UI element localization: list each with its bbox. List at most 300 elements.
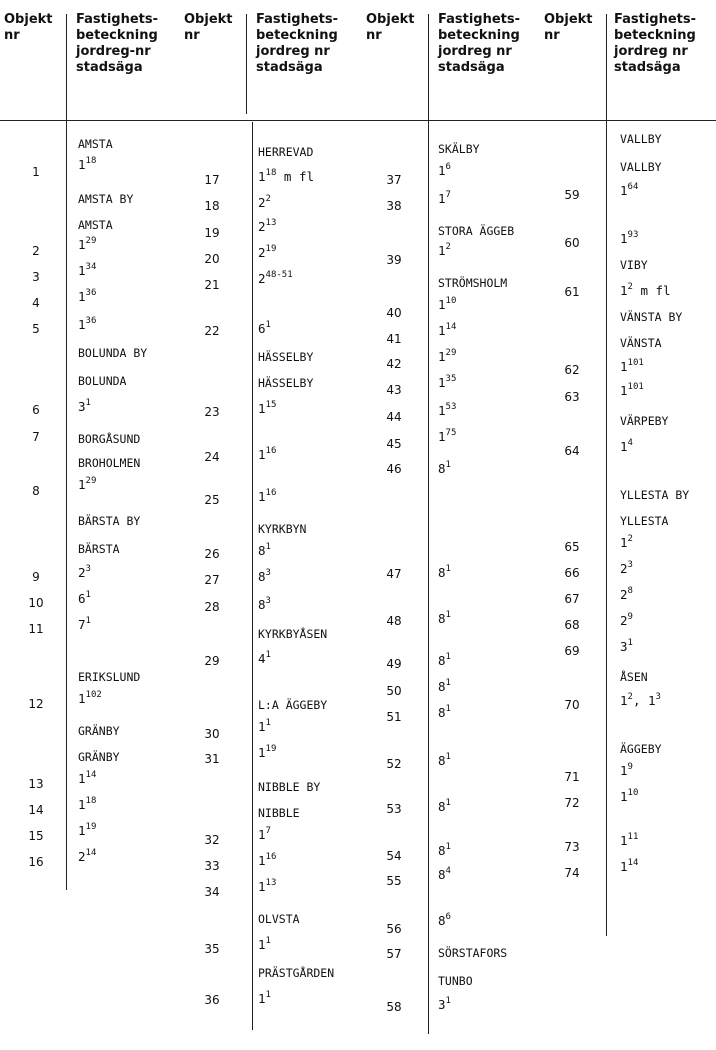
designation-base: 1 — [78, 691, 86, 706]
estate-name — [258, 698, 327, 712]
designation-superscript: 36 — [85, 316, 97, 326]
designation-superscript: 7 — [445, 190, 451, 200]
designation-superscript: 9 — [627, 612, 633, 622]
designation-superscript: 18 — [265, 168, 277, 178]
designation-base: STORA ÄGGEB — [438, 224, 515, 238]
designation-base: GRÄNBY — [78, 724, 120, 738]
property-designation — [620, 614, 633, 628]
property-designation — [438, 376, 456, 390]
designation-superscript: 1 — [265, 718, 271, 728]
property-designation — [620, 694, 661, 708]
designation-base: 1 — [78, 797, 86, 812]
designation-base: ÅSEN — [620, 670, 648, 684]
designation-base: ÄGGEBY — [620, 742, 662, 756]
designation-base: 8 — [438, 461, 446, 476]
property-designation — [258, 570, 271, 584]
object-number: 8 — [32, 484, 40, 498]
designation-superscript: 18 — [85, 796, 97, 806]
designation-superscript: 1 — [85, 398, 91, 408]
header-fastighet-2: Fastighets- beteckning jordreg nr stadsäga — [256, 12, 339, 75]
designation-base: 8 — [438, 679, 446, 694]
designation-superscript: 3 — [265, 568, 271, 578]
designation-superscript: 35 — [445, 374, 457, 384]
designation-superscript: 1 — [445, 678, 451, 688]
designation-base: 1 — [78, 823, 86, 838]
designation-superscript: 2 — [627, 692, 633, 702]
object-number: 2 — [32, 244, 40, 258]
property-designation — [78, 158, 96, 172]
property-designation — [620, 588, 633, 602]
estate-name — [620, 414, 668, 428]
designation-base: VALLBY — [620, 160, 662, 174]
object-number: 34 — [204, 885, 220, 899]
designation-base: 1 — [620, 383, 628, 398]
designation-base: KYRKBYN — [258, 522, 307, 536]
designation-base: TUNBO — [438, 974, 473, 988]
header-objekt-2: Objekt nr — [184, 12, 233, 43]
designation-superscript: 14 — [627, 858, 639, 868]
estate-name — [438, 142, 480, 156]
object-number: 23 — [204, 405, 220, 419]
object-number: 42 — [386, 357, 402, 371]
estate-name — [78, 218, 113, 232]
designation-base: 1 — [78, 477, 86, 492]
object-number: 9 — [32, 570, 40, 584]
designation-superscript: 18 — [85, 156, 97, 166]
object-number: 69 — [564, 644, 580, 658]
property-designation — [258, 544, 271, 558]
property-designation — [438, 566, 451, 580]
property-designation — [438, 998, 451, 1012]
designation-base: VÄNSTA — [620, 336, 662, 350]
designation-base: SKÄLBY — [438, 142, 480, 156]
designation-superscript: 11 — [627, 832, 639, 842]
property-designation — [438, 298, 456, 312]
designation-superscript: 16 — [265, 852, 277, 862]
property-designation — [438, 868, 451, 882]
designation-base: PRÄSTGÅRDEN — [258, 966, 335, 980]
property-designation — [620, 536, 633, 550]
object-number: 46 — [386, 462, 402, 476]
object-number: 59 — [564, 188, 580, 202]
designation-base: 2 — [258, 219, 266, 234]
designation-superscript: 13 — [265, 878, 277, 888]
property-designation — [78, 618, 91, 632]
object-number: 43 — [386, 383, 402, 397]
estate-name — [78, 374, 126, 388]
designation-base: GRÄNBY — [78, 750, 120, 764]
designation-suffix: m fl — [276, 169, 315, 184]
property-designation — [438, 612, 451, 626]
designation-superscript: 9 — [627, 762, 633, 772]
designation-base: 1 — [620, 789, 628, 804]
designation-base: 1 — [620, 535, 628, 550]
designation-base: 1 — [438, 243, 446, 258]
property-designation — [78, 478, 96, 492]
header-objekt-4: Objekt nr — [544, 12, 593, 43]
estate-name — [620, 336, 662, 350]
designation-superscript: 8 — [627, 586, 633, 596]
object-number: 40 — [386, 306, 402, 320]
designation-superscript: 3 — [655, 692, 661, 702]
designation-base: 1 — [258, 853, 266, 868]
property-designation — [620, 284, 671, 298]
designation-base: 1 — [438, 191, 446, 206]
estate-name — [258, 780, 320, 794]
designation-superscript: 1 — [445, 460, 451, 470]
object-number: 20 — [204, 252, 220, 266]
designation-base: 8 — [438, 799, 446, 814]
designation-superscript: 6 — [445, 162, 451, 172]
designation-base: 8 — [438, 843, 446, 858]
object-number: 41 — [386, 332, 402, 346]
object-number: 54 — [386, 849, 402, 863]
designation-base: BROHOLMEN — [78, 456, 141, 470]
property-designation — [78, 238, 96, 252]
property-designation — [620, 384, 644, 398]
object-number: 37 — [386, 173, 402, 187]
estate-name — [258, 806, 300, 820]
estate-name — [258, 627, 327, 641]
estate-name — [438, 224, 514, 238]
designation-base: VIBY — [620, 258, 648, 272]
designation-superscript: 53 — [445, 402, 457, 412]
object-number: 66 — [564, 566, 580, 580]
designation-base: YLLESTA — [620, 514, 669, 528]
property-designation — [438, 844, 451, 858]
designation-base: 1 — [438, 375, 446, 390]
estate-name — [438, 974, 473, 988]
designation-base: OLVSTA — [258, 912, 300, 926]
object-number: 12 — [28, 697, 44, 711]
designation-superscript: 1 — [265, 936, 271, 946]
designation-superscript: 4 — [627, 438, 633, 448]
estate-name — [258, 966, 334, 980]
object-number: 64 — [564, 444, 580, 458]
designation-base: 1 — [438, 349, 446, 364]
property-designation — [258, 272, 293, 286]
designation-base: 1 — [438, 403, 446, 418]
object-number: 21 — [204, 278, 220, 292]
designation-superscript: 2 — [627, 534, 633, 544]
object-number: 44 — [386, 410, 402, 424]
object-number: 71 — [564, 770, 580, 784]
object-number: 17 — [204, 173, 220, 187]
object-number: 35 — [204, 942, 220, 956]
property-designation — [258, 598, 271, 612]
property-designation — [258, 196, 271, 210]
estate-name — [78, 724, 120, 738]
estate-name — [620, 310, 682, 324]
object-number: 49 — [386, 657, 402, 671]
object-number: 25 — [204, 493, 220, 507]
designation-base: BOLUNDA BY — [78, 346, 148, 360]
designation-base: HÄSSELBY — [258, 350, 314, 364]
property-designation — [620, 360, 644, 374]
estate-name — [78, 514, 140, 528]
property-designation — [258, 402, 276, 416]
estate-name — [620, 742, 662, 756]
property-designation — [438, 404, 456, 418]
designation-superscript: 10 — [627, 788, 639, 798]
object-number: 24 — [204, 450, 220, 464]
designation-base: 8 — [438, 867, 446, 882]
estate-name — [438, 276, 507, 290]
designation-base: 1 — [258, 489, 266, 504]
estate-name — [78, 137, 113, 151]
estate-name — [78, 750, 120, 764]
designation-base: 8 — [438, 611, 446, 626]
designation-base: 1 — [78, 771, 86, 786]
object-number: 55 — [386, 874, 402, 888]
designation-superscript: 75 — [445, 428, 457, 438]
designation-base: 2 — [78, 565, 86, 580]
estate-name — [258, 376, 313, 390]
property-designation — [620, 790, 638, 804]
designation-superscript: 1 — [265, 320, 271, 330]
designation-base: L:A ÄGGEBY — [258, 698, 328, 712]
object-number: 28 — [204, 600, 220, 614]
designation-superscript: 2 — [627, 282, 633, 292]
property-designation — [258, 322, 271, 336]
estate-name — [620, 258, 648, 272]
designation-base: 2 — [258, 245, 266, 260]
estate-name — [78, 542, 120, 556]
designation-base: AMSTA — [78, 218, 113, 232]
designation-base: 1 — [78, 157, 86, 172]
property-designation — [78, 290, 96, 304]
property-designation — [258, 246, 276, 260]
designation-base: KYRKBYÅSEN — [258, 627, 328, 641]
object-number: 57 — [386, 947, 402, 961]
designation-base: 2 — [620, 561, 628, 576]
designation-superscript: 1 — [445, 564, 451, 574]
designation-base: 8 — [438, 653, 446, 668]
object-number: 48 — [386, 614, 402, 628]
estate-name — [78, 670, 140, 684]
object-number: 72 — [564, 796, 580, 810]
object-number: 68 — [564, 618, 580, 632]
object-number: 60 — [564, 236, 580, 250]
object-number: 74 — [564, 866, 580, 880]
designation-superscript: 101 — [627, 358, 644, 368]
object-number: 32 — [204, 833, 220, 847]
designation-superscript: 48-51 — [265, 270, 293, 280]
designation-base: 1 — [438, 297, 446, 312]
object-number: 13 — [28, 777, 44, 791]
object-number: 61 — [564, 285, 580, 299]
property-designation — [258, 170, 314, 184]
object-number: 7 — [32, 430, 40, 444]
property-designation — [78, 592, 91, 606]
object-number: 4 — [32, 296, 40, 310]
designation-base: 1 — [258, 937, 266, 952]
object-number: 38 — [386, 199, 402, 213]
designation-superscript: 1 — [85, 590, 91, 600]
designation-superscript: 1 — [265, 542, 271, 552]
designation-base: 1 — [258, 827, 266, 842]
designation-superscript: 16 — [265, 446, 277, 456]
designation-base: 2 — [258, 271, 266, 286]
designation-superscript: 3 — [265, 596, 271, 606]
property-designation — [438, 164, 451, 178]
designation-base: 1 — [258, 447, 266, 462]
designation-superscript: 19 — [265, 244, 277, 254]
property-designation — [258, 992, 271, 1006]
estate-name — [258, 145, 313, 159]
column-divider-4 — [606, 14, 607, 936]
designation-base: 8 — [258, 543, 266, 558]
object-number: 47 — [386, 567, 402, 581]
designation-base: VALLBY — [620, 132, 662, 146]
column-divider-2-lower — [252, 122, 253, 1030]
designation-base: 1 — [258, 719, 266, 734]
designation-base: 1 — [258, 879, 266, 894]
object-number: 70 — [564, 698, 580, 712]
designation-base: 3 — [438, 997, 446, 1012]
designation-superscript: 101 — [627, 382, 644, 392]
estate-name — [620, 514, 668, 528]
object-number: 65 — [564, 540, 580, 554]
designation-superscript: 29 — [445, 348, 457, 358]
object-number: 67 — [564, 592, 580, 606]
designation-base: 1 — [258, 401, 266, 416]
designation-base: 1 — [438, 163, 446, 178]
designation-superscript: 14 — [445, 322, 457, 332]
designation-superscript: 16 — [265, 488, 277, 498]
object-number: 53 — [386, 802, 402, 816]
designation-superscript: 1 — [85, 616, 91, 626]
header-objekt-1: Objekt nr — [4, 12, 53, 43]
designation-base: 2 — [78, 849, 86, 864]
designation-suffix: m fl — [632, 283, 671, 298]
object-number: 52 — [386, 757, 402, 771]
object-number: 19 — [204, 226, 220, 240]
designation-base: BÄRSTA — [78, 542, 120, 556]
object-number: 33 — [204, 859, 220, 873]
property-designation — [438, 654, 451, 668]
property-designation — [258, 720, 271, 734]
designation-base: 1 — [620, 859, 628, 874]
designation-base: VÄRPEBY — [620, 414, 669, 428]
object-number: 63 — [564, 390, 580, 404]
property-designation — [438, 430, 456, 444]
designation-base: 1 — [258, 991, 266, 1006]
designation-base: 2 — [620, 587, 628, 602]
column-divider-2 — [246, 14, 247, 114]
designation-superscript: 2 — [265, 194, 271, 204]
designation-base: 1 — [620, 359, 628, 374]
designation-base: 1 — [620, 693, 628, 708]
designation-base: 1 — [620, 763, 628, 778]
estate-name — [620, 670, 648, 684]
designation-base: 1 — [620, 833, 628, 848]
designation-superscript: 10 — [445, 296, 457, 306]
designation-base: 1 — [78, 263, 86, 278]
designation-base: VÄNSTA BY — [620, 310, 683, 324]
designation-superscript: 1 — [445, 996, 451, 1006]
designation-superscript: 29 — [85, 236, 97, 246]
designation-superscript: 2 — [445, 242, 451, 252]
designation-base: 2 — [258, 195, 266, 210]
designation-base: 1 — [438, 323, 446, 338]
property-designation — [258, 880, 276, 894]
designation-base: 1 — [78, 237, 86, 252]
designation-base: 1 — [620, 231, 628, 246]
designation-superscript: 1 — [265, 650, 271, 660]
designation-base: YLLESTA BY — [620, 488, 690, 502]
designation-superscript: 19 — [85, 822, 97, 832]
property-designation — [78, 400, 91, 414]
object-number: 36 — [204, 993, 220, 1007]
estate-name — [78, 456, 140, 470]
property-designation — [620, 764, 633, 778]
property-designation — [620, 184, 638, 198]
column-divider-1 — [66, 14, 67, 890]
object-number: 30 — [204, 727, 220, 741]
object-number: 58 — [386, 1000, 402, 1014]
designation-superscript: 3 — [627, 560, 633, 570]
designation-base: 1 — [620, 183, 628, 198]
designation-base: NIBBLE — [258, 806, 300, 820]
estate-name — [620, 160, 662, 174]
designation-superscript: 3 — [85, 564, 91, 574]
designation-base: 8 — [438, 705, 446, 720]
property-designation — [78, 692, 102, 706]
designation-superscript: 1 — [627, 638, 633, 648]
object-number: 16 — [28, 855, 44, 869]
object-number: 10 — [28, 596, 44, 610]
designation-base: STRÖMSHOLM — [438, 276, 508, 290]
designation-superscript: 6 — [445, 912, 451, 922]
object-number: 73 — [564, 840, 580, 854]
column-divider-3 — [428, 14, 429, 1034]
estate-name — [258, 912, 300, 926]
designation-base: 8 — [258, 569, 266, 584]
object-number: 62 — [564, 363, 580, 377]
object-number: 3 — [32, 270, 40, 284]
designation-suffix: , 1 — [632, 693, 656, 708]
designation-superscript: 29 — [85, 476, 97, 486]
designation-superscript: 1 — [445, 704, 451, 714]
designation-base: 2 — [620, 613, 628, 628]
designation-base: BÄRSTA BY — [78, 514, 141, 528]
property-designation — [78, 264, 96, 278]
property-designation — [620, 232, 638, 246]
estate-name — [78, 346, 147, 360]
property-designation — [620, 860, 638, 874]
designation-base: 1 — [258, 169, 266, 184]
property-designation — [258, 746, 276, 760]
designation-base: 1 — [78, 317, 86, 332]
object-number: 51 — [386, 710, 402, 724]
designation-base: BORGÅSUND — [78, 432, 141, 446]
designation-superscript: 102 — [85, 690, 102, 700]
designation-superscript: 14 — [85, 770, 97, 780]
property-designation — [258, 828, 271, 842]
header-rule — [0, 120, 716, 121]
designation-superscript: 64 — [627, 182, 639, 192]
property-designation — [438, 192, 451, 206]
estate-name — [620, 132, 662, 146]
property-designation — [78, 824, 96, 838]
designation-superscript: 1 — [445, 798, 451, 808]
designation-base: HERREVAD — [258, 145, 314, 159]
property-designation — [438, 350, 456, 364]
designation-base: 1 — [620, 283, 628, 298]
designation-superscript: 1 — [445, 752, 451, 762]
estate-name — [78, 192, 133, 206]
